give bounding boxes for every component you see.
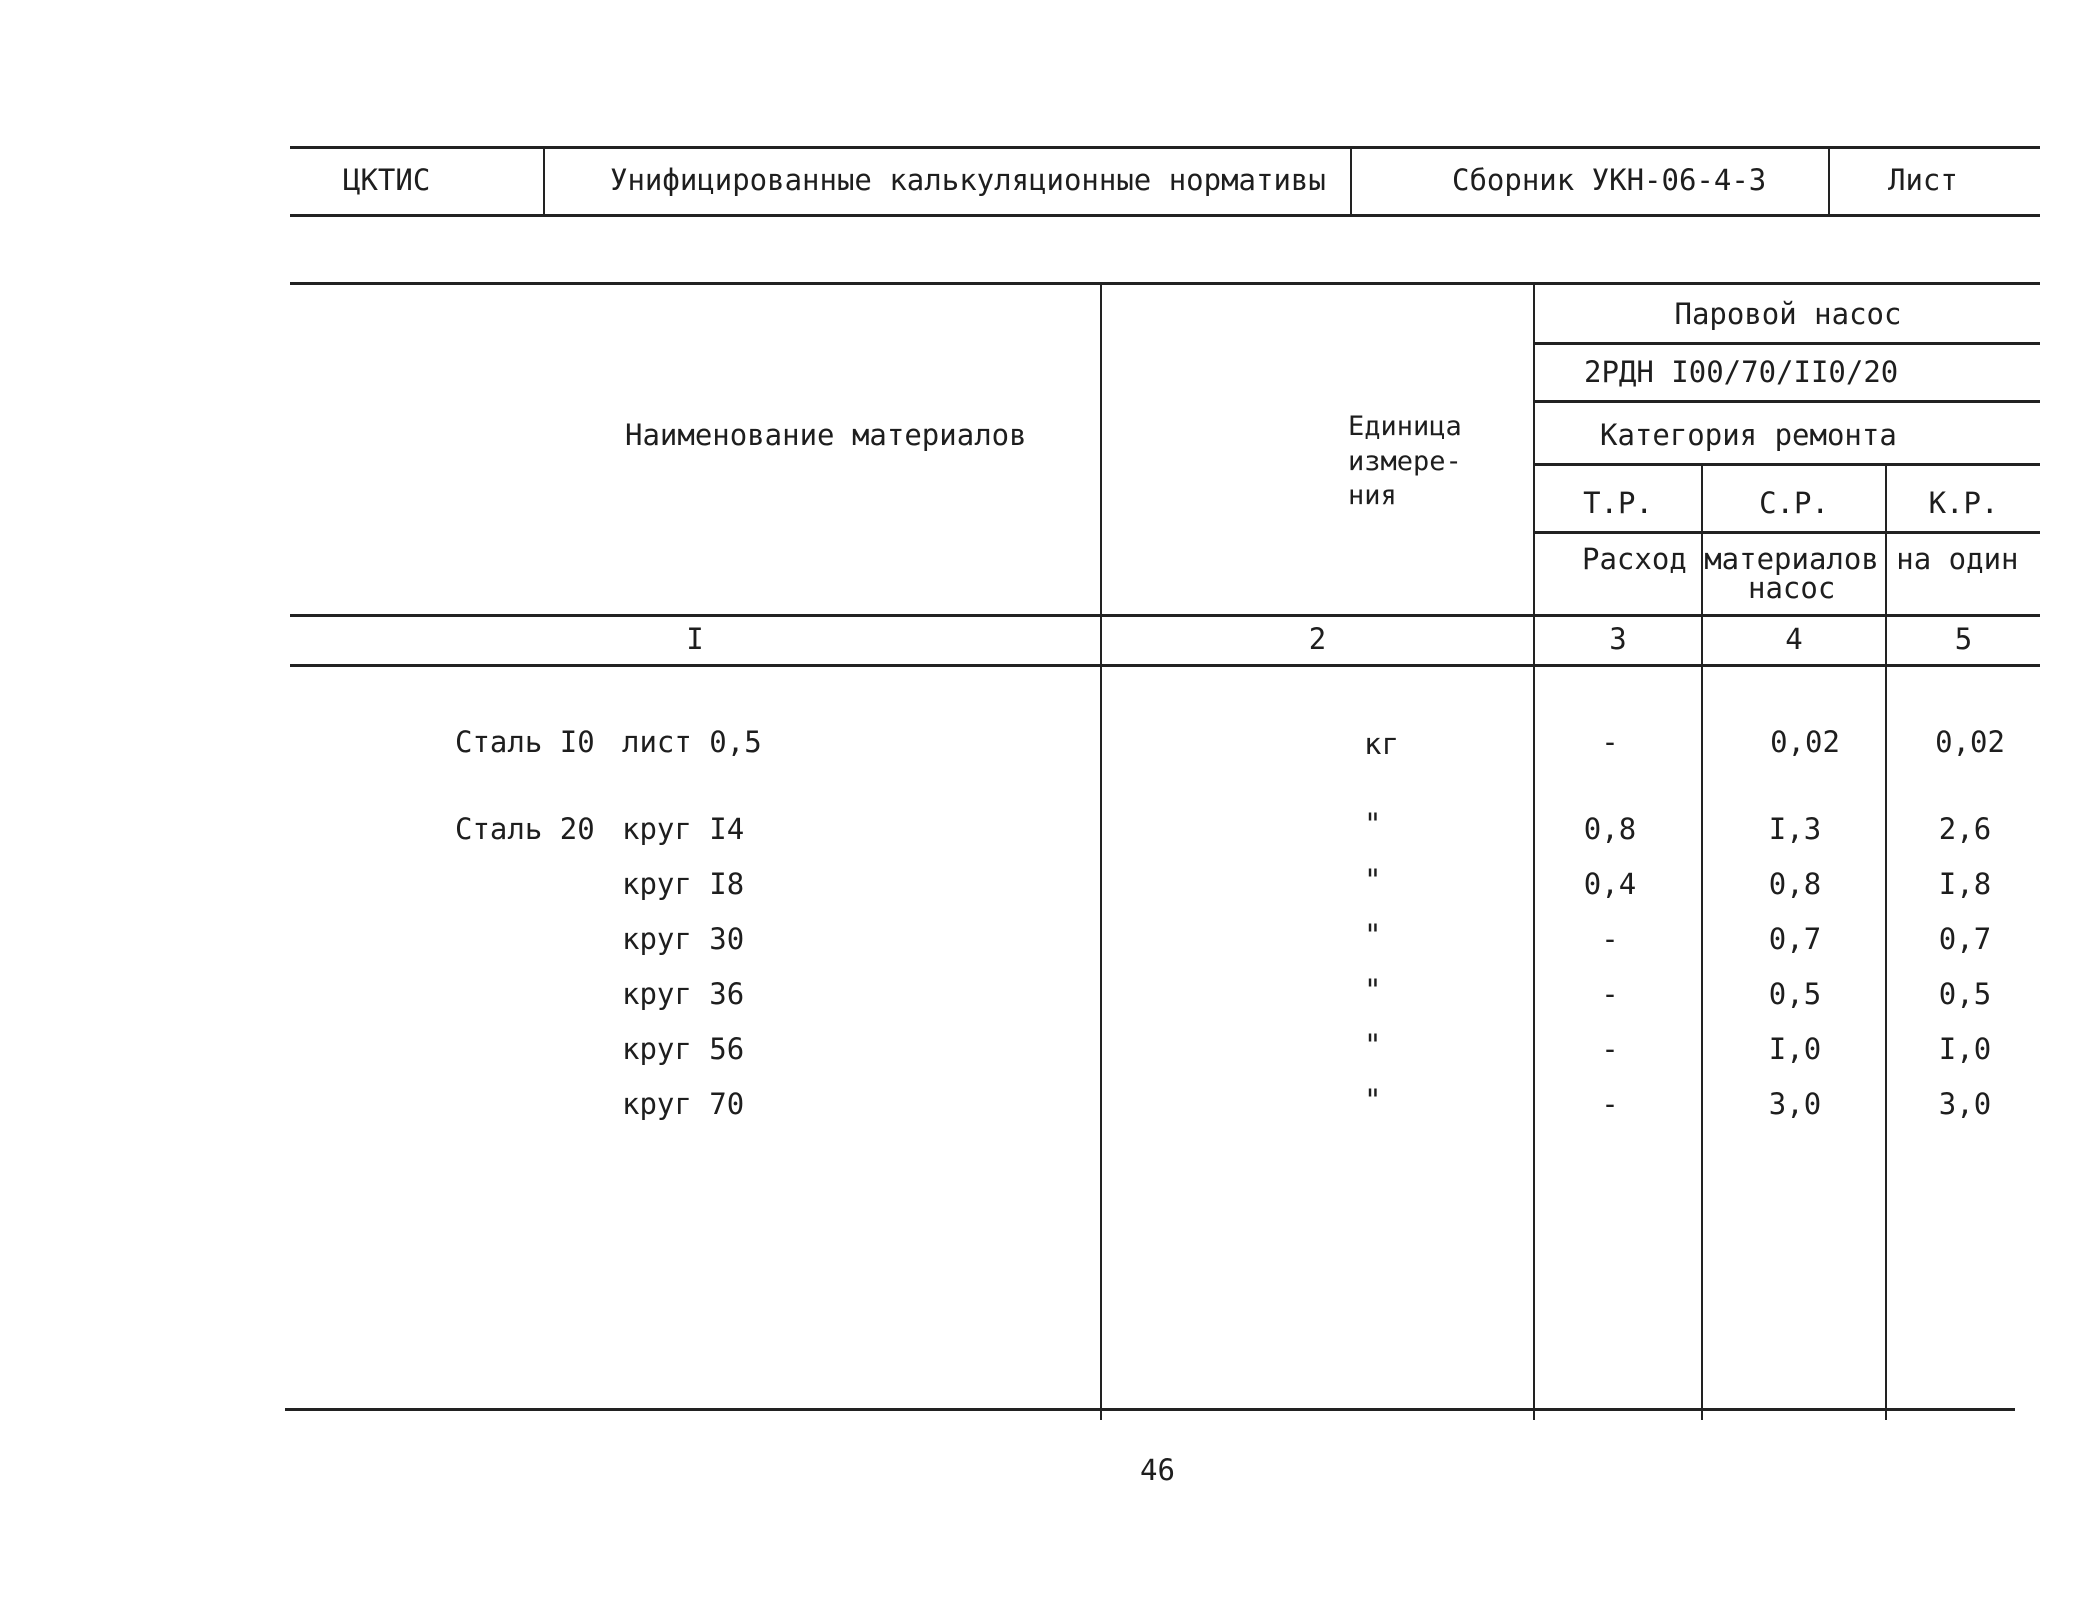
- row-kr: 0,5: [1938, 977, 1992, 1011]
- row-unit: ": [1364, 863, 1382, 897]
- row-kr: 0,02: [1935, 725, 2005, 759]
- row-sr: 3,0: [1768, 1087, 1822, 1121]
- column-number: 4: [1785, 622, 1803, 656]
- row-item: круг 30: [622, 922, 745, 956]
- consumption-note-line1: Расход материалов на один: [1582, 542, 2019, 576]
- row-unit: ": [1364, 973, 1382, 1007]
- header-divider: [543, 148, 545, 215]
- row-kr: I,0: [1938, 1032, 1992, 1066]
- row-tr: -: [1601, 977, 1619, 1011]
- row-item: круг I4: [622, 812, 745, 846]
- row-unit: ": [1364, 1028, 1382, 1062]
- column-number: 5: [1954, 622, 1973, 656]
- row-sr: 0,7: [1768, 922, 1822, 956]
- table-top-rule: [290, 282, 2040, 285]
- row-sr: 0,02: [1770, 725, 1840, 759]
- repair-category-rule: [1534, 463, 2040, 466]
- repair-type-kr: К.Р.: [1928, 486, 1999, 520]
- row-unit: кг: [1364, 727, 1399, 761]
- header-divider: [1350, 148, 1352, 215]
- pump-title-rule: [1534, 342, 2040, 345]
- row-grade: Сталь I0: [455, 725, 595, 759]
- row-item: круг 70: [622, 1087, 745, 1121]
- row-item: круг 56: [622, 1032, 745, 1066]
- row-sr: 0,8: [1768, 867, 1822, 901]
- pump-title: Паровой насос: [1674, 297, 1902, 331]
- table-bottom-rule: [285, 1408, 2015, 1411]
- row-sr: I,3: [1768, 812, 1822, 846]
- col-name-header: Наименование материалов: [625, 418, 1027, 452]
- pump-model-rule: [1534, 400, 2040, 403]
- row-sr: 0,5: [1768, 977, 1822, 1011]
- repair-types-rule: [1534, 531, 2040, 534]
- header-divider: [1828, 148, 1830, 215]
- row-kr: 2,6: [1938, 812, 1992, 846]
- row-kr: I,8: [1938, 867, 1992, 901]
- column-divider: [1701, 465, 1703, 1420]
- header-end-rule: [290, 614, 2040, 617]
- col-unit-header-line3: ния: [1348, 480, 1397, 511]
- row-unit: ": [1364, 1083, 1382, 1117]
- column-divider: [1533, 284, 1535, 1420]
- header-top-rule: [290, 146, 2040, 149]
- row-unit: ": [1364, 918, 1382, 952]
- column-divider: [1885, 465, 1887, 1420]
- page-number: 46: [1140, 1453, 1175, 1487]
- column-number: 3: [1609, 622, 1627, 656]
- row-tr: -: [1601, 922, 1619, 956]
- column-number: 2: [1308, 622, 1327, 656]
- column-number: I: [686, 622, 704, 656]
- row-kr: 3,0: [1938, 1087, 1992, 1121]
- header-title: Унифицированные калькуляционные нормативы: [610, 163, 1326, 197]
- repair-type-tr: Т.Р.: [1583, 486, 1653, 520]
- row-tr: -: [1601, 725, 1619, 759]
- col-unit-header-line2: измере-: [1348, 446, 1462, 477]
- row-item: круг 36: [622, 977, 745, 1011]
- header-collection: Сборник УКН-06-4-3: [1452, 163, 1767, 197]
- row-tr: 0,4: [1583, 867, 1637, 901]
- col-unit-header-line1: Единица: [1348, 411, 1462, 442]
- row-sr: I,0: [1768, 1032, 1822, 1066]
- row-tr: 0,8: [1583, 812, 1637, 846]
- row-tr: -: [1601, 1087, 1619, 1121]
- header-bottom-rule: [290, 214, 2040, 217]
- row-grade: Сталь 20: [455, 812, 595, 846]
- row-unit: ": [1364, 807, 1382, 841]
- row-kr: 0,7: [1938, 922, 1992, 956]
- row-item: лист 0,5: [622, 725, 762, 759]
- repair-category: Категория ремонта: [1600, 418, 1897, 452]
- pump-model: 2РДН I00/70/II0/20: [1584, 355, 1899, 389]
- column-divider: [1100, 284, 1102, 1420]
- consumption-note-line2: насос: [1748, 571, 1836, 605]
- row-tr: -: [1601, 1032, 1619, 1066]
- row-item: круг I8: [622, 867, 745, 901]
- header-org: ЦКТИС: [343, 163, 431, 197]
- column-number-rule: [290, 664, 2040, 667]
- repair-type-sr: С.Р.: [1759, 486, 1829, 520]
- header-sheet: Лист: [1888, 163, 1958, 197]
